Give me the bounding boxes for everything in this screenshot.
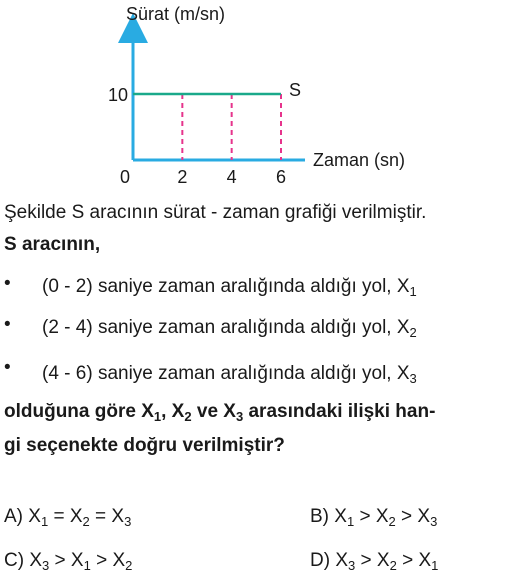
- option-d[interactable]: D) $X_3 > X_2 > X_1$: [310, 550, 439, 573]
- question-prompt-line2: gi seçenekte doğru verilmiştir?: [4, 435, 285, 456]
- x-tick-label: 4: [226, 167, 237, 187]
- option-c[interactable]: C) $X_3 > X_1 > X_2$: [4, 550, 133, 573]
- list-item-text: (0 - 2) saniye zaman aralığında aldığı yol, $X_1$: [42, 276, 417, 299]
- y-axis-label: Sürat (m/sn): [126, 4, 226, 24]
- option-a[interactable]: A) $X_1 = X_2 = X_3$: [4, 506, 132, 529]
- x-axis-label: Zaman (sn): [313, 150, 406, 170]
- bullet-icon: •: [4, 314, 11, 335]
- question-prompt-line1: olduğuna göre $X_1$, $X_2$ ve $X_3$ arasındaki ilişki han-: [4, 401, 436, 424]
- x-tick-label: 2: [177, 167, 188, 187]
- option-b[interactable]: B) $X_1 > X_2 > X_3$: [310, 506, 438, 529]
- list-item-text: (2 - 4) saniye zaman aralığında aldığı yol, $X_2$: [42, 317, 417, 340]
- speed-time-graph: [0, 0, 522, 200]
- series-label: S: [289, 80, 302, 100]
- intro-text: Şekilde S aracının sürat - zaman grafiği verilmiştir.: [4, 202, 427, 223]
- x-tick-label: 0: [119, 167, 131, 187]
- y-tick-label: 10: [107, 85, 128, 105]
- bullet-icon: •: [4, 273, 11, 294]
- x-tick-label: 6: [275, 167, 287, 187]
- list-item-text: (4 - 6) saniye zaman aralığında aldığı yol, $X_3$: [42, 363, 417, 386]
- bullet-icon: •: [4, 357, 11, 378]
- subject-text: S aracının,: [4, 234, 101, 255]
